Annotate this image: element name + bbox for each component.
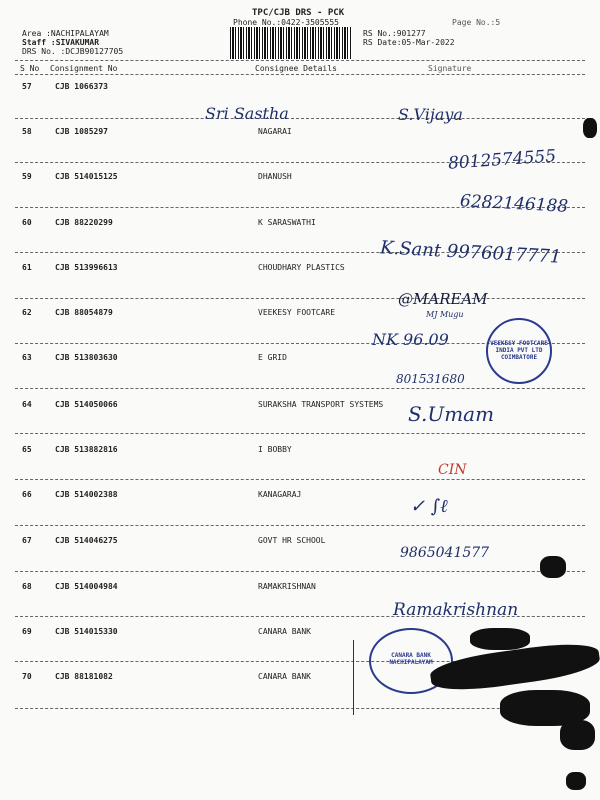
row-consignment: CJB 513803630: [55, 353, 118, 362]
document-title: TPC/CJB DRS - PCK: [252, 8, 345, 18]
row-consignment: CJB 513882816: [55, 445, 118, 454]
row-consignment: CJB 514015125: [55, 172, 118, 181]
row-consignee: CANARA BANK: [258, 672, 311, 681]
ink-blot: [560, 720, 595, 750]
row-consignment: CJB 514015330: [55, 627, 118, 636]
row-consignee: CHOUDHARY PLASTICS: [258, 263, 345, 272]
handwritten-sri-sastha: Sri Sastha: [205, 104, 289, 123]
row-consignment: CJB 88181082: [55, 672, 113, 681]
footcare-stamp-text: VEEKESY FOOTCARE INDIA PVT LTD COIMBATORE: [490, 340, 548, 361]
row-sno: 70: [22, 672, 32, 681]
row-sno: 68: [22, 582, 32, 591]
row-sno: 59: [22, 172, 32, 181]
row-consignee: CANARA BANK: [258, 627, 311, 636]
column-consignment: Consignment No: [50, 64, 118, 73]
row-consignment: CJB 1085297: [55, 127, 108, 136]
row-divider: [15, 525, 585, 526]
signature-row-64: S.Umam: [408, 402, 495, 426]
row-consignee: VEEKESY FOOTCARE: [258, 308, 336, 317]
handwritten-s-vijaya: S.Vijaya: [398, 105, 463, 124]
row-sno: 60: [22, 218, 32, 227]
column-consignee: Consignee Details: [255, 64, 337, 73]
row-consignee: E GRID: [258, 353, 287, 362]
row-sno: 67: [22, 536, 32, 545]
row-consignee: K SARASWATHI: [258, 218, 316, 227]
row-consignee: I BOBBY: [258, 445, 292, 454]
ink-blot: [583, 118, 597, 138]
row-consignee: GOVT HR SCHOOL: [258, 536, 326, 545]
bank-stamp-text: CANARA BANK NACHIPALAYAM: [389, 652, 433, 666]
column-sno: S No: [20, 64, 40, 73]
row-consignment: CJB 88054879: [55, 308, 113, 317]
row-divider: [15, 118, 585, 119]
column-signature: Signature: [428, 64, 472, 73]
staff-label: Staff :SIVAKUMAR: [22, 38, 100, 47]
row-sno: 61: [22, 263, 32, 272]
row-sno: 58: [22, 127, 32, 136]
row-consignee: NAGARAI: [258, 127, 292, 136]
row-divider: [15, 388, 585, 389]
ink-blot: [540, 556, 566, 578]
signature-row-66: ✓ ∫ℓ: [410, 496, 448, 517]
row-sno: 69: [22, 627, 32, 636]
signature-row-62: @MAREAM: [398, 290, 488, 308]
rs-number: RS No.:901277: [363, 29, 426, 38]
row-sno: 62: [22, 308, 32, 317]
signature-row-61: K.Sant 9976017771: [379, 237, 562, 268]
row-consignment: CJB 514004984: [55, 582, 118, 591]
pen-stroke: [353, 640, 354, 715]
row-consignee: RAMAKRISHNAN: [258, 582, 316, 591]
row-consignment: CJB 88220299: [55, 218, 113, 227]
phone-number: Phone No.:0422-3505555: [233, 18, 339, 27]
signature-row-60: 6282146188: [459, 191, 569, 217]
row-divider: [15, 479, 585, 480]
signature-row-62-num: NK 96.09: [372, 330, 449, 349]
drs-number: DRS No. :DCJB90127705: [22, 47, 124, 56]
ink-blot: [566, 772, 586, 790]
mark-cin: CIN: [438, 462, 467, 478]
barcode: [230, 27, 352, 59]
page-number: Page No.:5: [452, 18, 501, 27]
row-consignment: CJB 513996613: [55, 263, 118, 272]
row-consignee: SURAKSHA TRANSPORT SYSTEMS: [258, 400, 384, 409]
header-top-rule: [15, 60, 585, 61]
row-consignee: KANAGARAJ: [258, 490, 302, 499]
row-divider: [15, 571, 585, 572]
row-sno: 57: [22, 82, 32, 91]
row-sno: 64: [22, 400, 32, 409]
row-sno: 66: [22, 490, 32, 499]
row-sno: 65: [22, 445, 32, 454]
row-consignment: CJB 514002388: [55, 490, 118, 499]
row-consignment: CJB 514050066: [55, 400, 118, 409]
row-divider: [15, 298, 585, 299]
ink-blot: [470, 628, 530, 650]
signature-row-67: 9865041577: [400, 545, 490, 561]
row-consignment: CJB 514046275: [55, 536, 118, 545]
signature-row-59: 8012574555: [447, 146, 557, 174]
row-consignment: CJB 1066373: [55, 82, 108, 91]
row-sno: 63: [22, 353, 32, 362]
footcare-stamp: [486, 318, 552, 384]
signature-row-69: Ramakrishnan: [393, 600, 519, 620]
area-label: Area :NACHIPALAYAM: [22, 29, 109, 38]
row-consignee: DHANUSH: [258, 172, 292, 181]
rs-date: RS Date:05-Mar-2022: [363, 38, 455, 47]
signature-row-63: 801531680: [396, 372, 465, 386]
header-bottom-rule: [15, 74, 585, 75]
signature-row-62-sub: MJ Mugu: [426, 310, 464, 319]
row-divider: [15, 433, 585, 434]
